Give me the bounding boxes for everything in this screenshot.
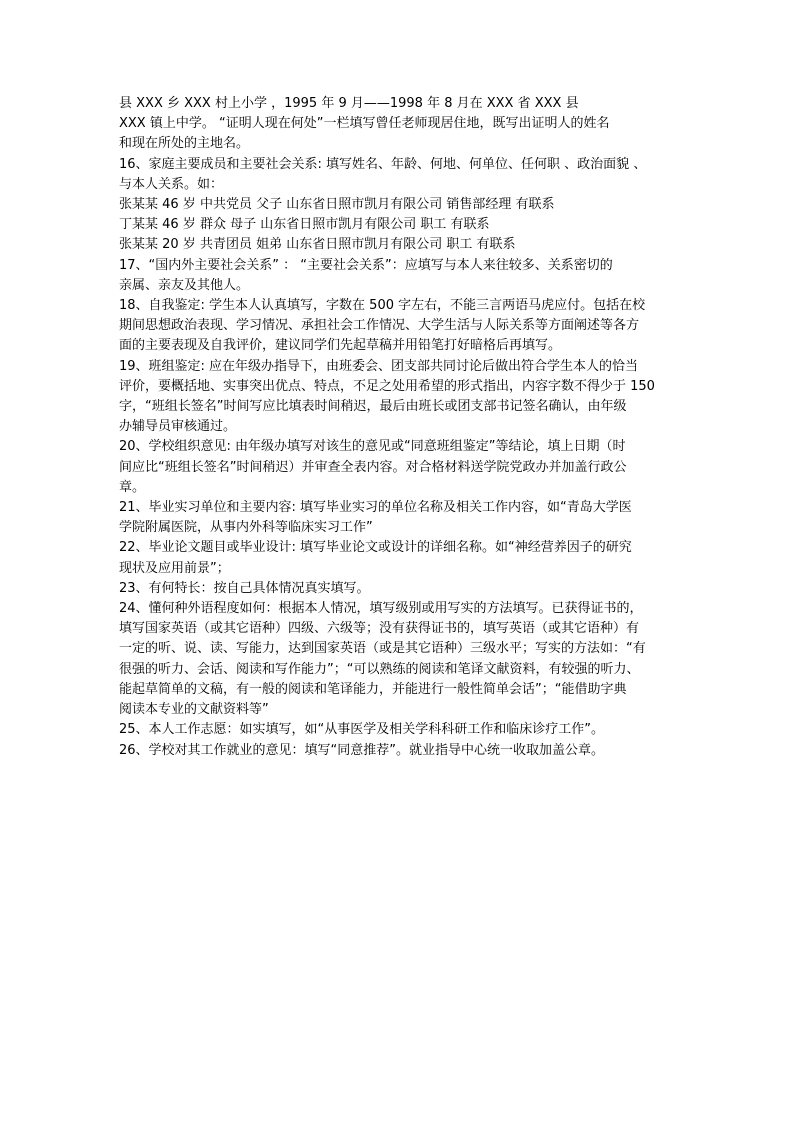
paragraph	[119, 155, 679, 195]
paragraph	[119, 538, 679, 578]
paragraph	[119, 437, 679, 498]
paragraph	[119, 720, 679, 740]
text-line: 21、毕业实习单位和主要内容: 填写毕业实习的单位名称及相关工作内容，如“青岛大学医	[119, 500, 632, 516]
paragraph	[119, 296, 679, 357]
text-line: 一定的听、说、读、写能力，达到国家英语（或是其它语种）三级水平；写实的方法如：“有	[119, 641, 646, 657]
text-line: 间应比“班组长签名”时间稍迟）并审查全表内容。对合格材料送学院党政办并加盖行政公	[119, 459, 627, 475]
text-line: XXX 镇上中学。 “证明人现在何处”一栏填写曾任老师现居住地，既写出证明人的姓名	[119, 116, 610, 132]
text-line: 填写国家英语（或其它语种）四级、六级等；没有获得证书的，填写英语（或其它语种）有	[119, 621, 640, 637]
text-line: 字，“班组长签名”时间写应比填表时间稍迟，最后由班长或团支部书记签名确认，由年级	[119, 399, 627, 415]
text-line: 县 XXX 乡 XXX 村上小学 ，1995 年 9 月——1998 年 8 月在 XXX 省 XXX 县	[119, 96, 579, 111]
text-line: 很强的听力、会话、阅读和写作能力”；“可以熟练的阅读和笔译文献资料，有较强的听力、	[119, 661, 640, 677]
text-line: 18、自我鉴定: 学生本人认真填写，字数在 500 字左右，不能三言两语马虎应付。包括在校	[119, 298, 646, 314]
paragraph	[119, 599, 679, 720]
document-body	[119, 94, 679, 761]
text-line: 章。	[119, 479, 146, 495]
paragraph	[119, 741, 679, 761]
text-line: 22、毕业论文题目或毕业设计: 填写毕业论文或设计的详细名称。如“神经营养因子的研究	[119, 540, 632, 556]
text-line: 阅读本专业的文献资料等”	[119, 702, 269, 718]
paragraph	[119, 195, 679, 256]
text-line: 张某某 20 岁 共青团员 姐弟 山东省日照市凯月有限公司 职工 有联系	[119, 237, 516, 253]
text-line: 评价，要概括地、实事突出优点、特点，不足之处用希望的形式指出，内容字数不得少于 150	[119, 378, 655, 394]
text-line: 办辅导员审核通过。	[119, 419, 237, 435]
text-line: 23、有何特长：按自己具体情况真实填写。	[119, 580, 370, 596]
text-line: 现状及应用前景”；	[119, 560, 230, 576]
text-line: 与本人关系。如：	[119, 176, 224, 192]
text-line: 丁某某 46 岁 群众 母子 山东省日照市凯月有限公司 职工 有联系	[119, 217, 490, 233]
text-line: 和现在所处的主地名。	[119, 136, 250, 152]
text-line: 26、学校对其工作就业的意见：填写“同意推荐”。就业指导中心统一收取加盖公章。	[119, 742, 605, 758]
paragraph	[119, 256, 679, 296]
paragraph	[119, 579, 679, 599]
text-line: 19、班组鉴定: 应在年级办指导下，由班委会、团支部共同讨论后做出符合学生本人的恰当	[119, 358, 639, 374]
text-line: 能起草简单的文稿，有一般的阅读和笔译能力，并能进行一般性简单会话”；“能借助字典	[119, 681, 627, 697]
text-line: 16、家庭主要成员和主要社会关系: 填写姓名、年龄、何地、何单位、任何职 、政治面貌 、	[119, 156, 647, 172]
text-line: 24、懂何种外语程度如何：根据本人情况，填写级别或用写实的方法填写。已获得证书的，	[119, 601, 643, 617]
text-line: 20、学校组织意见: 由年级办填写对该生的意见或“同意班组鉴定”等结论，填上日期（时	[119, 439, 626, 455]
text-line: 张某某 46 岁 中共党员 父子 山东省日照市凯月有限公司 销售部经理 有联系	[119, 197, 555, 213]
text-line: 亲属、亲友及其他人。	[119, 277, 250, 293]
text-line: 面的主要表现及自我评价，建议同学们先起草稿并用铅笔打好暗格后再填写。	[119, 338, 562, 354]
paragraph	[119, 94, 679, 155]
text-line: 学院附属医院，从事内外科等临床实习工作”	[119, 520, 373, 536]
text-line: 25、本人工作志愿：如实填写，如“从事医学及相关学科科研工作和临床诊疗工作”。	[119, 722, 605, 738]
text-line: 期间思想政治表现、学习情况、承担社会工作情况、大学生活与人际关系等方面阐述等各方	[119, 318, 640, 334]
text-line: 17、“国内外主要社会关系” ： “主要社会关系”：应填写与本人来往较多、关系密切的	[119, 257, 613, 273]
paragraph	[119, 498, 679, 538]
paragraph	[119, 357, 679, 438]
